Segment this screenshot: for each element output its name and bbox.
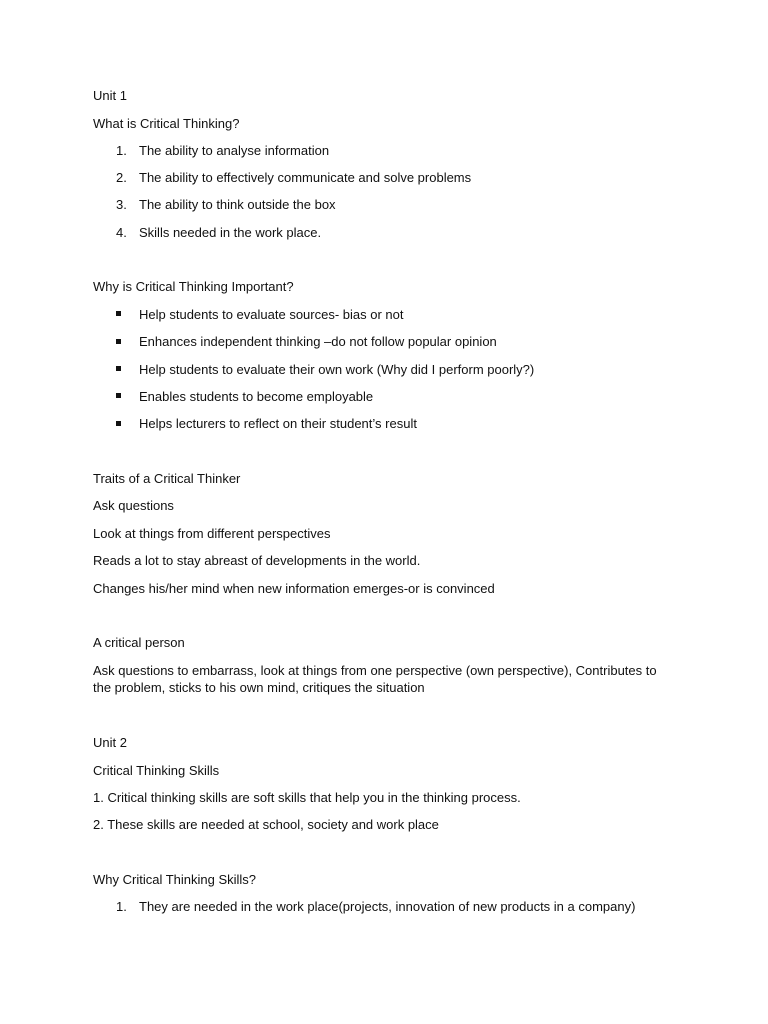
why-important-question: Why is Critical Thinking Important? [93, 279, 294, 294]
skills-point: 2. These skills are needed at school, society and work place [93, 817, 439, 832]
trait-line: Changes his/her mind when new information emerges-or is convinced [93, 581, 495, 596]
square-bullet-icon [116, 366, 121, 371]
list-number: 2. [116, 170, 127, 185]
list-item: They are needed in the work place(projects, innovation of new products in a company) [139, 899, 636, 914]
critical-person-heading: A critical person [93, 635, 185, 650]
skills-point: 1. Critical thinking skills are soft skills that help you in the thinking process. [93, 790, 521, 805]
why-skills-heading: Why Critical Thinking Skills? [93, 872, 257, 887]
list-item: The ability to analyse information [139, 143, 330, 158]
list-number: 3. [116, 197, 127, 212]
list-item: Enhances independent thinking –do not follow popular opinion [139, 334, 497, 349]
list-item: The ability to effectively communicate and solve problems [139, 170, 472, 185]
list-number: 4. [116, 225, 127, 240]
list-item: The ability to think outside the box [139, 197, 336, 212]
list-item: Help students to evaluate sources- bias or not [139, 307, 404, 322]
critical-thinking-skills-heading: Critical Thinking Skills [93, 763, 220, 778]
list-item: Skills needed in the work place. [139, 225, 322, 240]
trait-line: Ask questions [93, 498, 174, 513]
square-bullet-icon [116, 339, 121, 344]
trait-line: Look at things from different perspectives [93, 526, 331, 541]
square-bullet-icon [116, 311, 121, 316]
list-number: 1. [116, 899, 127, 914]
what-is-critical-thinking-question: What is Critical Thinking? [93, 116, 240, 131]
square-bullet-icon [116, 393, 121, 398]
unit-2-heading: Unit 2 [93, 735, 127, 750]
critical-person-paragraph: Ask questions to embarrass, look at things from one perspective (own perspective), Contributes to the problem, sticks to his own mind, critiques the situation [93, 663, 657, 695]
square-bullet-icon [116, 421, 121, 426]
list-item: Help students to evaluate their own work (Why did I perform poorly?) [139, 362, 535, 377]
traits-heading: Traits of a Critical Thinker [93, 471, 241, 486]
unit-1-heading: Unit 1 [93, 88, 127, 103]
trait-line: Reads a lot to stay abreast of developments in the world. [93, 553, 421, 568]
list-item: Enables students to become employable [139, 389, 374, 404]
list-number: 1. [116, 143, 127, 158]
list-item: Helps lecturers to reflect on their student’s result [139, 416, 417, 431]
